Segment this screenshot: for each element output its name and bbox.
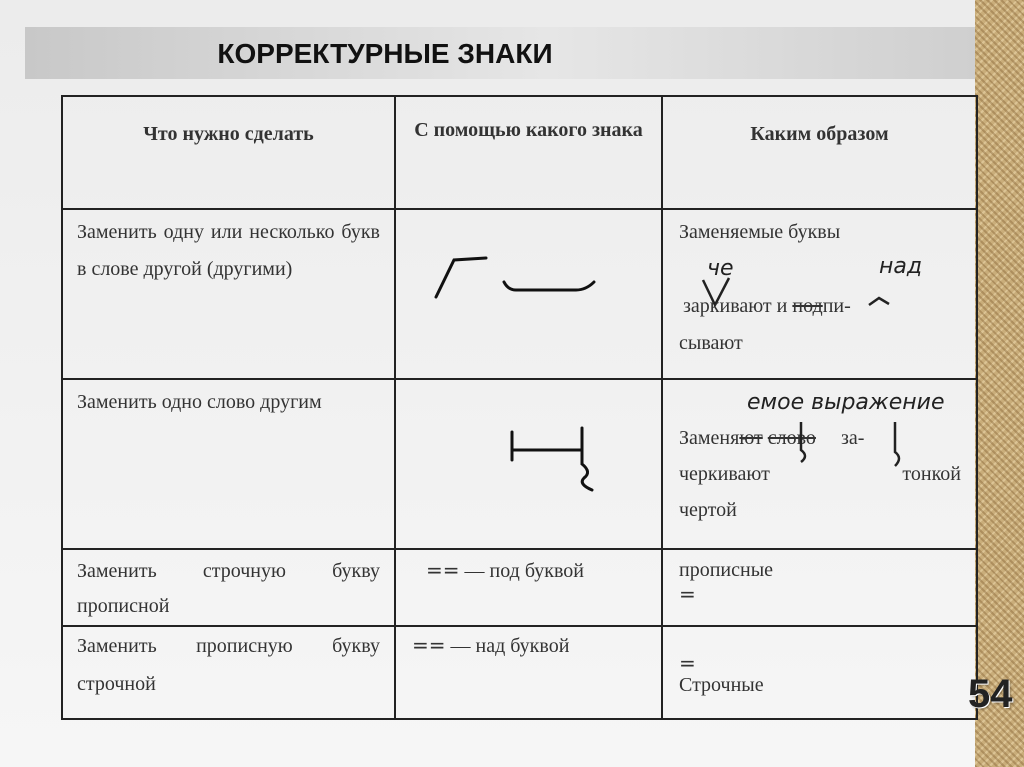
table-row bbox=[62, 626, 977, 719]
row2-sign bbox=[395, 379, 662, 549]
table-row bbox=[62, 379, 977, 549]
row1-what: Заменить одну или несколько букв в слове другой (другими) bbox=[62, 209, 395, 379]
double-underline-sign-icon: == bbox=[426, 558, 460, 582]
decorative-texture-strip bbox=[975, 0, 1024, 767]
replace-word-sign-icon bbox=[396, 380, 662, 549]
header-sign: С помощью какого знака bbox=[395, 96, 662, 209]
header-how: Каким образом bbox=[662, 96, 977, 209]
title-bar bbox=[25, 27, 975, 79]
replace-letters-sign-icon bbox=[396, 210, 662, 379]
table-row bbox=[62, 209, 977, 379]
row3-what: Заменить строчную букву прописной bbox=[62, 549, 395, 626]
row2-how: емое выражение Заменяют слово за- черкивают тонкой чертой bbox=[662, 379, 977, 549]
row2-what: Заменить одно слово другим bbox=[62, 379, 395, 549]
row4-what: Заменить прописную букву строчной bbox=[62, 626, 395, 719]
table-header-row bbox=[62, 96, 977, 209]
row4-sign: == — над буквой bbox=[395, 626, 662, 719]
page-number: 54 bbox=[968, 672, 1013, 716]
row1-how: Заменяемые буквы че над заркивают и подпи- сывают bbox=[662, 209, 977, 379]
header-what: Что нужно сделать bbox=[62, 96, 395, 209]
double-overline-sign-icon: == bbox=[412, 633, 446, 657]
row1-sign bbox=[395, 209, 662, 379]
table-row bbox=[62, 549, 977, 626]
proofreading-marks-table bbox=[61, 95, 978, 720]
underline-mark-icon: = bbox=[679, 582, 696, 606]
row3-sign: == — под буквой bbox=[395, 549, 662, 626]
row3-how: прописные = bbox=[662, 549, 977, 626]
overline-mark-icon: = bbox=[679, 651, 696, 675]
row4-how: = Строчные bbox=[662, 626, 977, 719]
slide-title: КОРРЕКТУРНЫЕ ЗНАКИ bbox=[217, 38, 553, 69]
